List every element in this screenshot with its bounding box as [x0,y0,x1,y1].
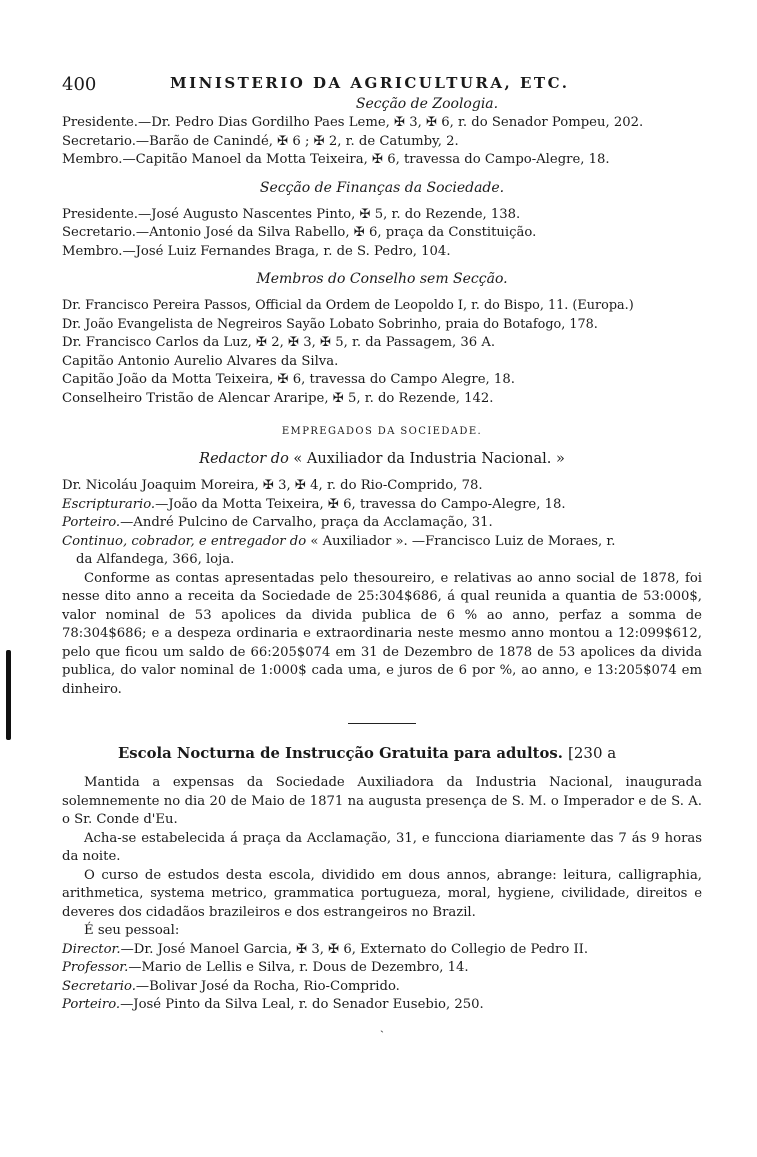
section-divider [348,723,416,724]
continuo-text: « Auxiliador ». —Francisco Luiz de Moraes, r. [306,533,616,549]
empregados-heading: EMPREGADOS DA SOCIEDADE. [281,426,483,437]
conselho-line: Dr. Francisco Pereira Passos, Official da Ordem de Leopoldo I, r. do Bispo, 11. (Europa.) [62,298,634,313]
zoologia-line: Membro.—Capitão Manoel da Motta Teixeira, ✠ 6, travessa do Campo-Alegre, 18. [62,152,610,167]
redactor-suffix: « Auxiliador da Industria Nacional. » [293,451,565,467]
conselho-line: Capitão Antonio Aurelio Alvares da Silva. [62,353,339,369]
running-title: MINISTERIO DA AGRICULTURA, ETC. [170,74,570,92]
document-page [62,68,702,1034]
staff-text: —Dr. José Manoel Garcia, ✠ 3, ✠ 6, Externato do Collegio de Pedro II. [120,941,589,957]
section-title-financas: Secção de Finanças da Sociedade. [259,179,505,196]
porteiro-text: —André Pulcino de Carvalho, praça da Acclamação, 31. [120,515,493,530]
section-title-conselho: Membros do Conselho sem Secção. [256,271,508,287]
conselho-line: Dr. João Evangelista de Negreiros Sayão Lobato Sobrinho, praia do Botafogo, 178. [62,316,598,332]
staff-line [62,959,702,978]
financas-line: Secretario.—Antonio José da Silva Rabello, ✠ 6, praça da Constituição. [62,225,537,240]
staff-line [62,978,702,997]
staff-text: —Mario de Lellis e Silva, r. Dous de Dezembro, 14. [128,960,469,975]
escripturario-role: Escripturario. [62,496,156,512]
conselho-line: Capitão João da Motta Teixeira, ✠ 6, travessa do Campo Alegre, 18. [62,372,515,387]
scan-margin-mark [6,650,11,740]
zoologia-line: Secretario.—Barão de Canindé, ✠ 6 ; ✠ 2, r. de Catumby, 2. [62,133,459,149]
contas-paragraph: Conforme as contas apresentadas pelo thesoureiro, e relativas ao anno social de 1878, foi nesse dito anno a receita da Sociedade de 25:304$686, á qual reunida a quantia de 53:000$, valor nominal de 53 apolices da divida publica de 6 % ao anno, perfaz a somma de 78:304$686; e a despeza ordinaria e extraordinaria neste mesmo anno montou a 12:099$612, pelo que ficou um saldo de 66:205$074 em 31 de Dezembro de 1878 de 53 apolices da divida publica, do valor nominal de 1:000$ cada uma, e juros de 6 por %, ao anno, e 13:205$074 em dinheiro. [62,570,702,697]
continuo-role: Continuo, cobrador, e entregador do [62,533,307,549]
escola-paragraph: Acha-se estabelecida á praça da Acclamação, 31, e funcciona diariamente das 7 ás 9 horas da noite. [62,830,702,864]
staff-role: Secretario. [62,978,136,994]
staff-text: —Bolivar José da Rocha, Rio-Comprido. [135,978,400,994]
conselho-line: Conselheiro Tristão de Alencar Araripe, ✠ 5, r. do Rezende, 142. [62,390,494,406]
escola-paragraph: Mantida a expensas da Sociedade Auxiliadora da Industria Nacional, inaugurada solemnemente no dia 20 de Maio de 1871 na augusta presença de S. M. o Imperador e de S. A. o Sr. Conde d'Eu. [62,775,702,827]
escola-heading [118,744,702,762]
financas-line: Presidente.—José Augusto Nascentes Pinto, ✠ 5, r. do Rezende, 138. [62,206,521,222]
financas-line: Membro.—José Luiz Fernandes Braga, r. de S. Pedro, 104. [62,243,451,259]
porteiro-line [62,514,702,533]
porteiro-role: Porteiro. [62,515,121,530]
escola-number: [230 a [568,744,617,762]
redactor-name: Dr. Nicoláu Joaquim Moreira, ✠ 3, ✠ 4, r. do Rio-Comprido, 78. [62,478,483,493]
staff-role: Porteiro. [62,997,121,1012]
conselho-line: Dr. Francisco Carlos da Luz, ✠ 2, ✠ 3, ✠ 5, r. da Passagem, 36 A. [62,335,496,350]
escripturario-line [62,496,702,515]
continuo-line-2: da Alfandega, 366, loja. [76,552,235,567]
section-title-zoologia: Secção de Zoologia. [355,96,499,112]
end-mark: ˎ [380,1018,384,1033]
escola-paragraph: É seu pessoal: [84,923,180,938]
zoologia-line: Presidente.—Dr. Pedro Dias Gordilho Paes Leme, ✠ 3, ✠ 6, r. do Senador Pompeu, 202. [62,115,644,130]
escripturario-text: —João da Motta Teixeira, ✠ 6, travessa do Campo-Alegre, 18. [155,496,566,512]
staff-role: Professor. [62,960,129,975]
continuo-line [62,533,702,552]
page-number: 400 [62,74,97,95]
staff-text: —José Pinto da Silva Leal, r. do Senador Eusebio, 250. [120,997,484,1012]
redactor-heading [62,451,702,467]
staff-line [62,996,702,1015]
escola-title: Escola Nocturna de Instrucção Gratuita para adultos. [118,745,563,762]
escola-paragraph: O curso de estudos desta escola, dividido em dous annos, abrange: leitura, calligraphia, arithmetica, systema metrico, grammatica portugueza, moral, hygiene, civilidade, direitos e deveres dos cidadãos brazileiros e dos estrangeiros no Brazil. [62,867,702,920]
staff-role: Director. [62,941,121,957]
page-header [62,68,702,94]
staff-line [62,941,702,960]
redactor-prefix: Redactor do [199,451,289,467]
